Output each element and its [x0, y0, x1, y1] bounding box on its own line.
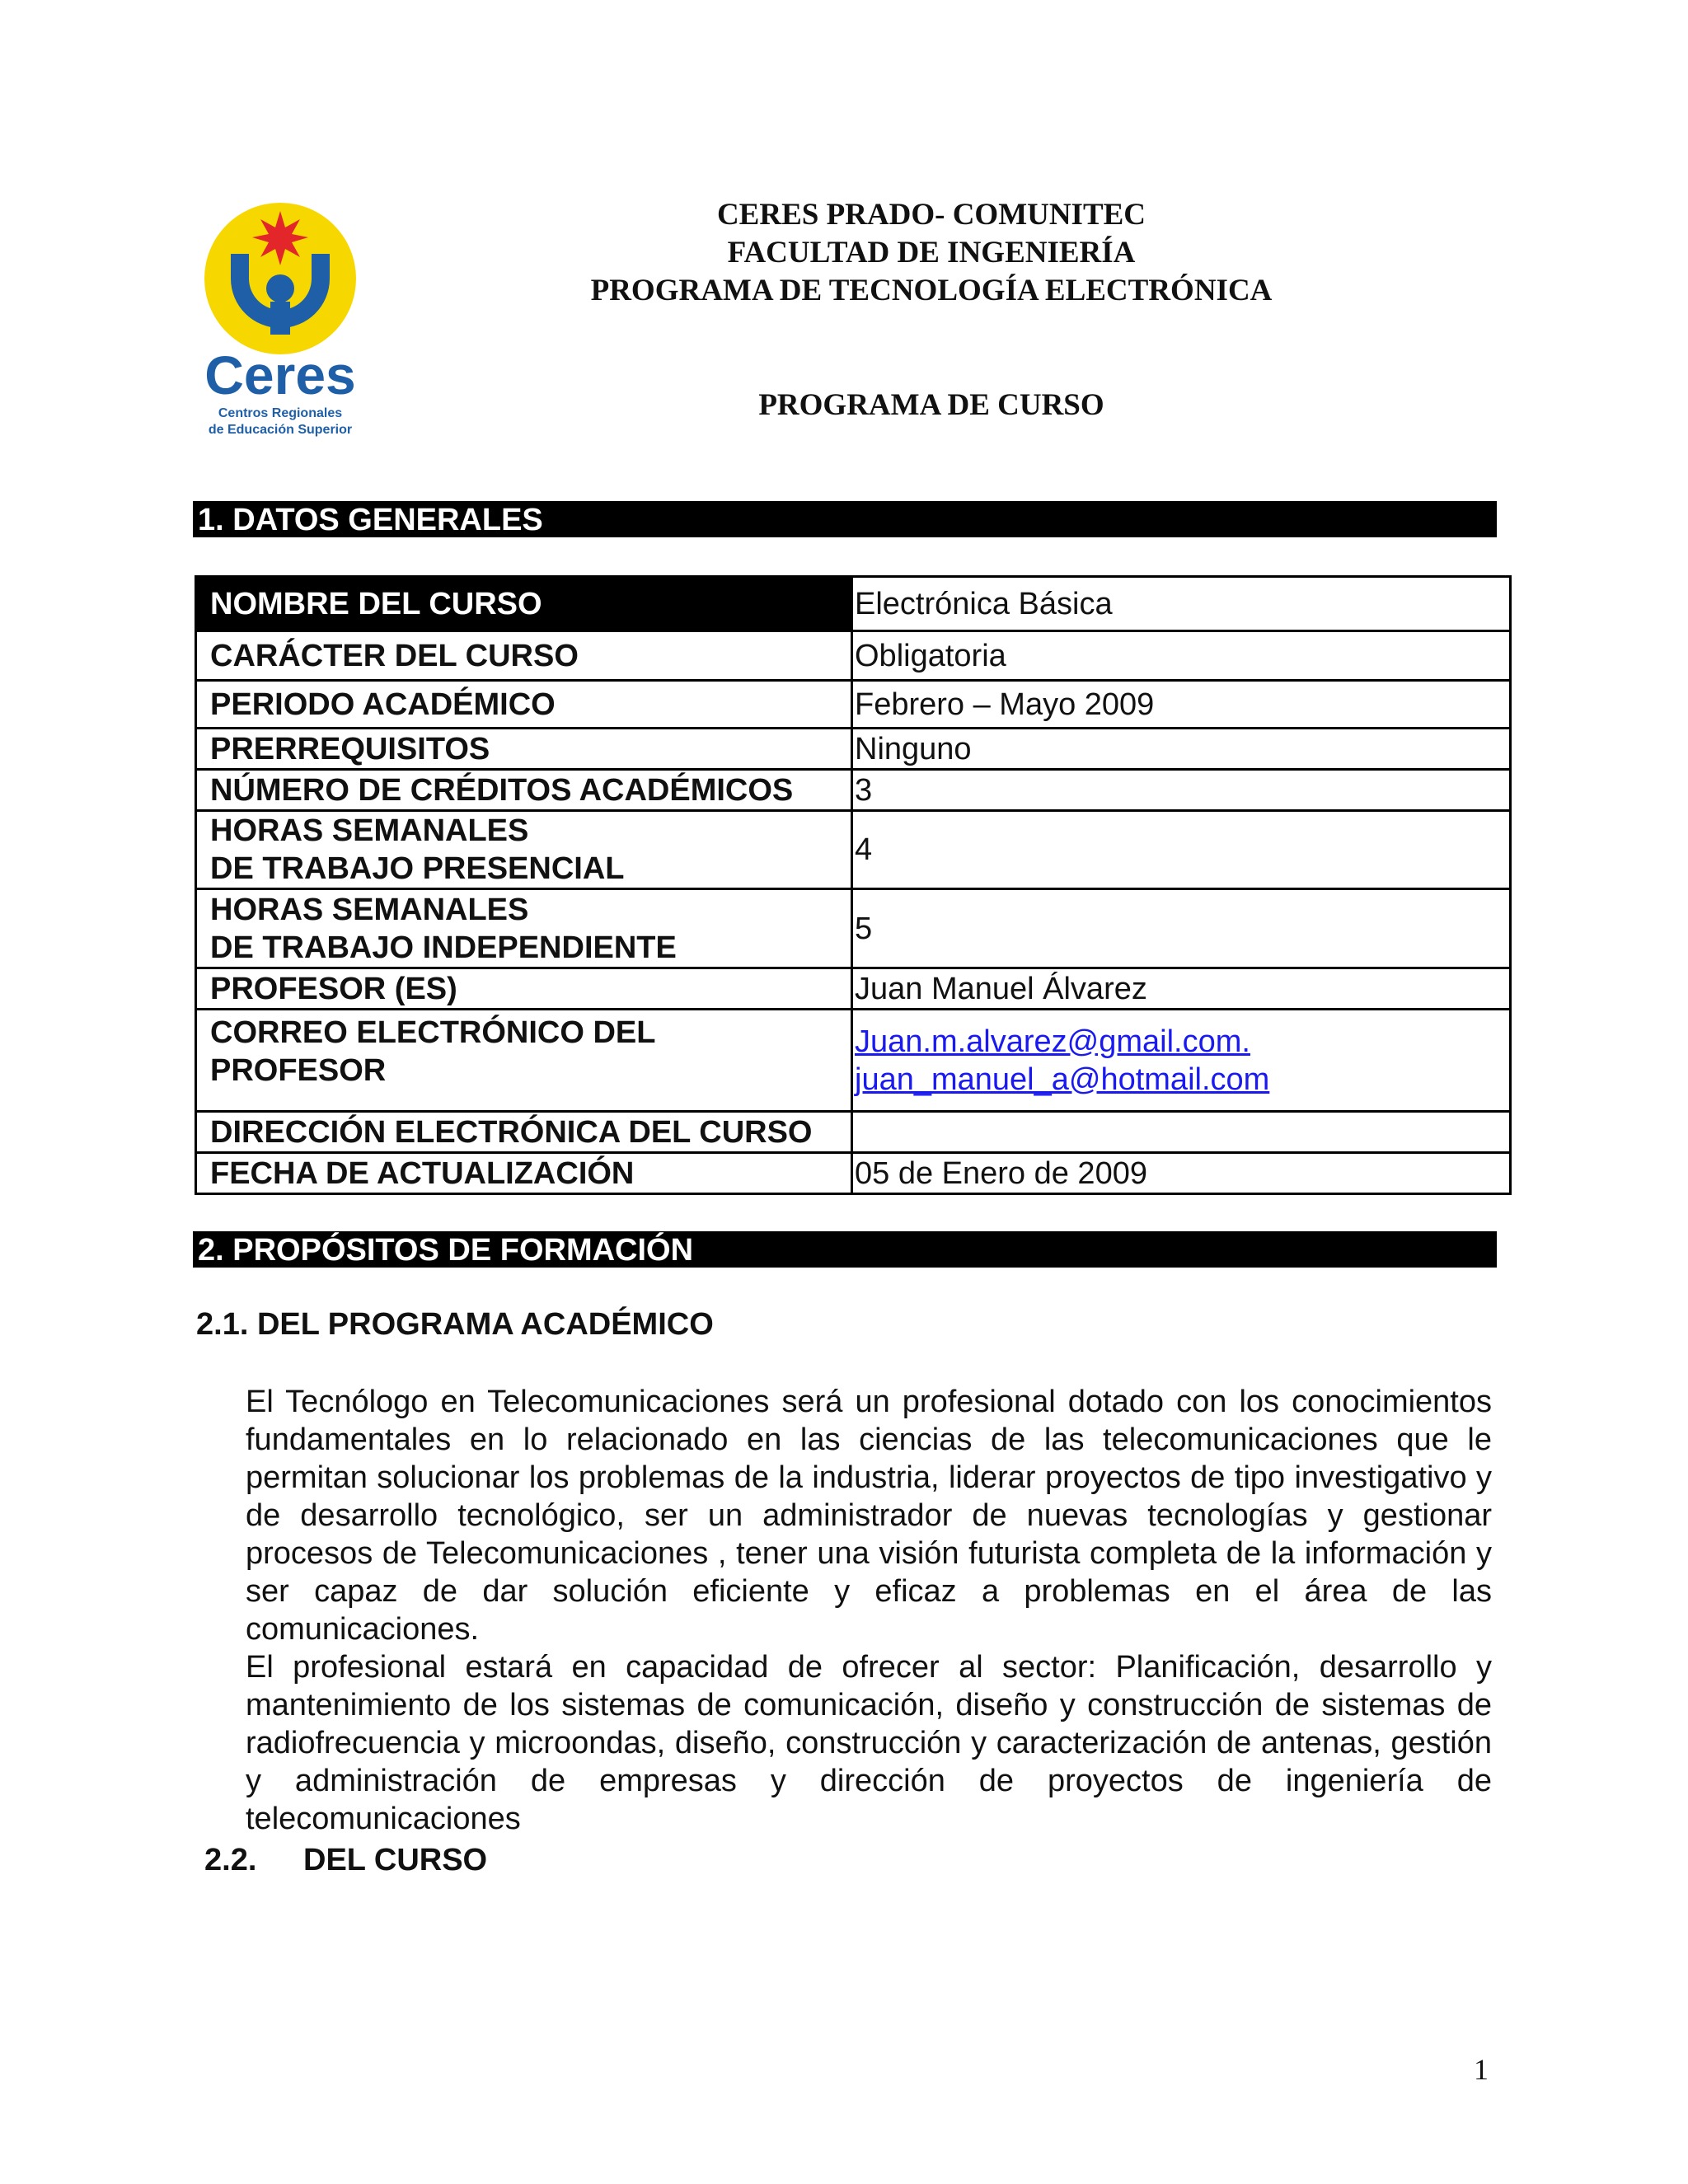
row-value	[852, 1010, 1511, 1112]
row-value: Electrónica Básica	[852, 577, 1511, 631]
row-value: 4	[852, 811, 1511, 889]
document-subtitle: PROGRAMA DE CURSO	[758, 388, 1104, 422]
paragraph-1: El Tecnólogo en Telecomunicaciones será un profesional dotado con los conocimientos fundamentales en lo relacionado en las ciencias de las telecomunicaciones que le permitan solucionar los problemas de la industria, liderar proyectos de tipo investigativo y de desarrollo tecnológico, ser un administrador de nuevas tecnologías y gestionar procesos de Telecomunicaciones , tener una visión futurista completa de la información y ser capaz de dar solución eficiente y eficaz a problemas en el área de las comunicaciones.	[246, 1385, 1492, 1647]
row-value: Juan Manuel Álvarez	[852, 968, 1511, 1010]
row-label-line-2: DE TRABAJO PRESENCIAL	[210, 851, 625, 886]
subsection-2-2-number: 2.2.	[204, 1843, 257, 1877]
header-line-3: PROGRAMA DE TECNOLOGÍA ELECTRÓNICA	[590, 274, 1273, 307]
program-description	[246, 1383, 1492, 1838]
email-link-2[interactable]: juan_manuel_a@hotmail.com	[855, 1062, 1270, 1097]
row-label: NOMBRE DEL CURSO	[196, 577, 852, 631]
row-label	[196, 1010, 852, 1112]
table-row	[196, 770, 1511, 811]
table-row	[196, 729, 1511, 770]
row-label-line-1: HORAS SEMANALES	[210, 892, 529, 927]
row-label	[196, 811, 852, 889]
table-row	[196, 968, 1511, 1010]
row-label-line-1: HORAS SEMANALES	[210, 813, 529, 848]
row-value: 05 de Enero de 2009	[852, 1153, 1511, 1194]
subsection-2-2-title: DEL CURSO	[303, 1843, 488, 1877]
row-label: CARÁCTER DEL CURSO	[196, 631, 852, 681]
datos-generales-table	[195, 575, 1512, 1195]
row-label: PERIODO ACADÉMICO	[196, 681, 852, 729]
logo-subtitle-1: Centros Regionales	[218, 406, 343, 420]
row-label: FECHA DE ACTUALIZACIÓN	[196, 1153, 852, 1194]
row-label-line-2: DE TRABAJO INDEPENDIENTE	[210, 930, 677, 965]
subsection-2-1-title: 2.1. DEL PROGRAMA ACADÉMICO	[196, 1307, 714, 1342]
email-link-1[interactable]: Juan.m.alvarez@gmail.com.	[855, 1024, 1250, 1059]
row-value: Ninguno	[852, 729, 1511, 770]
section-2-title: 2. PROPÓSITOS DE FORMACIÓN	[193, 1231, 1497, 1268]
row-value: 5	[852, 889, 1511, 968]
row-label-line-1: CORREO ELECTRÓNICO DEL	[210, 1015, 656, 1050]
table-row	[196, 681, 1511, 729]
ceres-logo-graphic	[198, 196, 363, 443]
row-label: DIRECCIÓN ELECTRÓNICA DEL CURSO	[196, 1112, 852, 1153]
section-1-title: 1. DATOS GENERALES	[193, 501, 1497, 537]
header-line-2: FACULTAD DE INGENIERÍA	[727, 236, 1136, 269]
row-value: 3	[852, 770, 1511, 811]
paragraph-2: El profesional estará en capacidad de ofrecer al sector: Planificación, desarrollo y mantenimiento de los sistemas de comunicación, diseño y construcción de sistemas de radiofrecuencia y microondas, diseño, construcción y caracterización de antenas, gestión y administración de empresas y dirección de proyectos de ingeniería de telecomunicaciones	[246, 1650, 1492, 1836]
table-row	[196, 1153, 1511, 1194]
table-row	[196, 631, 1511, 681]
page-number: 1	[1474, 2053, 1489, 2086]
ceres-logo	[198, 196, 363, 443]
row-value: Febrero – Mayo 2009	[852, 681, 1511, 729]
row-label-line-2: PROFESOR	[210, 1053, 387, 1088]
table-row	[196, 1112, 1511, 1153]
logo-brand: Ceres	[204, 344, 356, 405]
table-row	[196, 811, 1511, 889]
document-header	[445, 196, 1418, 310]
row-label: NÚMERO DE CRÉDITOS ACADÉMICOS	[196, 770, 852, 811]
row-label: PROFESOR (ES)	[196, 968, 852, 1010]
row-label: PRERREQUISITOS	[196, 729, 852, 770]
row-value: Obligatoria	[852, 631, 1511, 681]
logo-subtitle-2: de Educación Superior	[208, 423, 353, 437]
header-line-1: CERES PRADO- COMUNITEC	[716, 198, 1146, 232]
table-row	[196, 1010, 1511, 1112]
table-row	[196, 577, 1511, 631]
row-label	[196, 889, 852, 968]
table-row	[196, 889, 1511, 968]
row-value	[852, 1112, 1511, 1153]
